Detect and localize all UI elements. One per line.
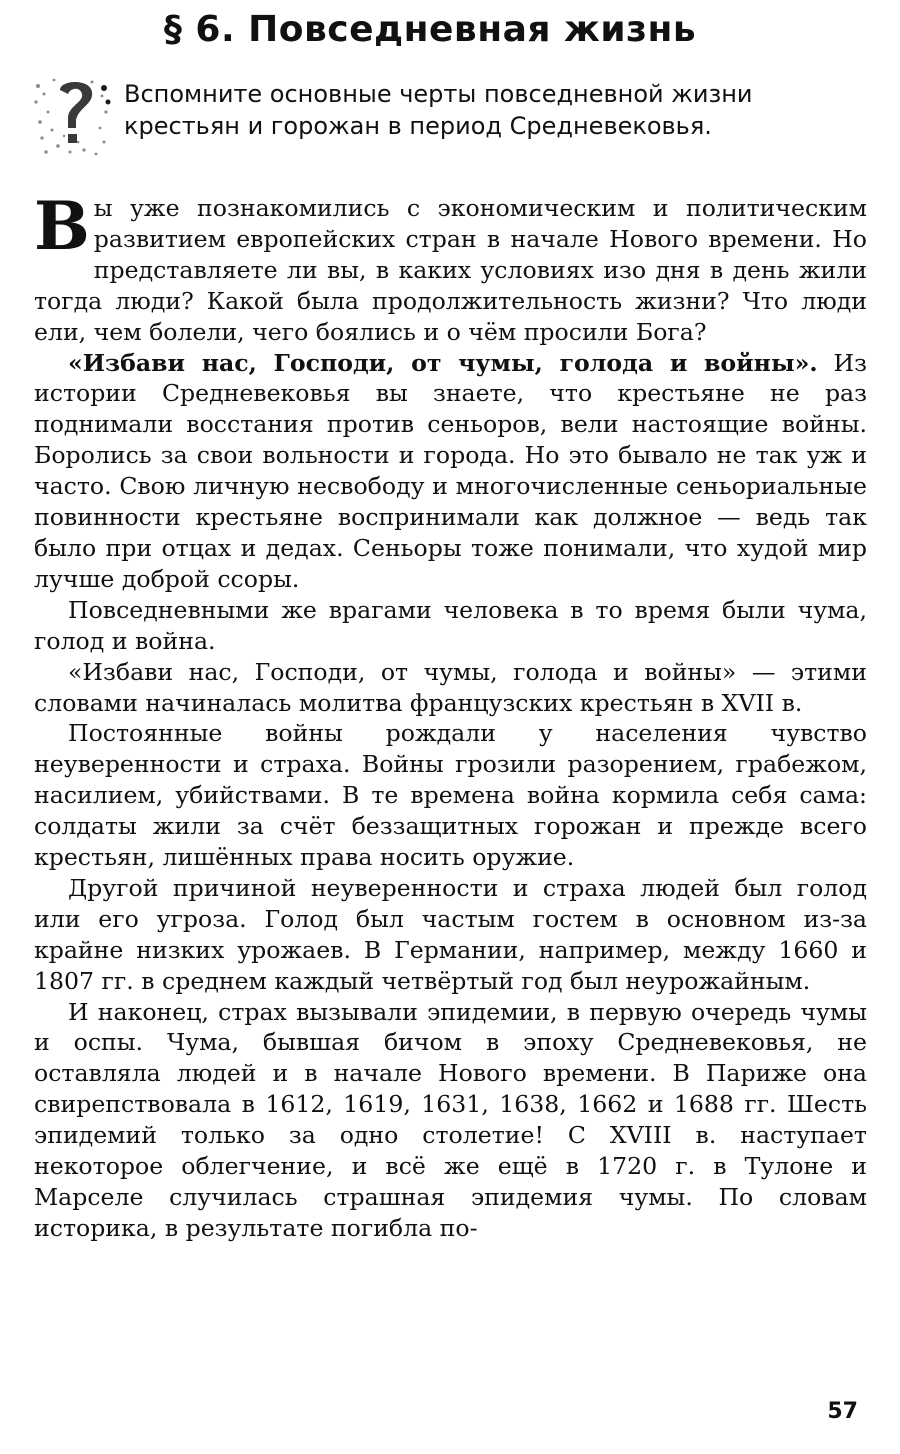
paragraph-prayer-heading bbox=[34, 348, 867, 595]
section-title: § 6. Повседневная жизнь bbox=[163, 9, 697, 50]
paragraph-text: ы уже познакомились с экономическим и политическим развитием европейских стран в начале Нового времени. Но представляете ли вы, в каких условиях изо дня в день жили тогда люди? Какой была продолжительность жизни? Что люди ели, чем болели, чего боялись и о чём просили Бога? bbox=[34, 194, 867, 346]
main-text bbox=[34, 187, 867, 1244]
paragraph-prayer-quote: «Избави нас, Господи, от чумы, голода и войны» — этими словами начиналась молитва французских крестьян в XVII в. bbox=[34, 657, 867, 717]
drop-cap: В bbox=[34, 187, 90, 265]
recall-question: Вспомните основные черты повседневной жизни крестьян и горожан в период Средневековья. bbox=[124, 80, 753, 140]
paragraph-wars: Постоянные войны рождали у населения чувство неуверенности и страха. Войны грозили разорением, грабежом, насилием, убийствами. В те времена война кормила себя сама: солдаты жили за счёт беззащитных горожан и прежде всего крестьян, лишённых права носить оружие. bbox=[34, 719, 867, 872]
paragraph-epidemics: И наконец, страх вызывали эпидемии, в первую очередь чумы и оспы. Чума, бывшая бичом в эпоху Средневековья, не оставляла людей и в начале Нового времени. В Париже она свирепствовала в 1612, 1619, 1631, 1638, 1662 и 1688 гг. Шесть эпидемий только за одно столетие! С XVIII в. наступает некоторое облегчение, и всё же ещё в 1720 г. в Тулоне и Марселе случилась страшная эпидемия чумы. По словам историка, в результате погибла по- bbox=[34, 997, 867, 1242]
paragraph-famine: Другой причиной неуверенности и страха людей был голод или его угроза. Голод был частым гостем в основном из-за крайне низких урожаев. В Германии, например, между 1660 и 1807 гг. в среднем каждый четвёртый год был неурожайным. bbox=[34, 873, 867, 995]
recall-box bbox=[30, 72, 875, 162]
paragraph-intro bbox=[34, 187, 867, 348]
paragraph-enemies: Повседневными же врагами человека в то время были чума, голод и война. bbox=[34, 595, 867, 655]
paragraph-text: Из истории Средневековья вы знаете, что крестьяне не раз поднимали восстания против сеньоров, вели настоящие войны. Боролись за свои вольности и города. Но это бывало не так уж и часто. Свою личную несвободу и многочисленные сеньориальные повинности крестьяне воспринимали как должное — ведь так было при отцах и дедах. Сеньоры тоже понимали, что худой мир лучше доброй ссоры. bbox=[34, 348, 867, 593]
subheading: «Избави нас, Господи, от чумы, голода и войны». bbox=[68, 348, 818, 377]
question-mark-figure-icon bbox=[30, 72, 112, 160]
page-number: 57 bbox=[827, 1399, 858, 1424]
